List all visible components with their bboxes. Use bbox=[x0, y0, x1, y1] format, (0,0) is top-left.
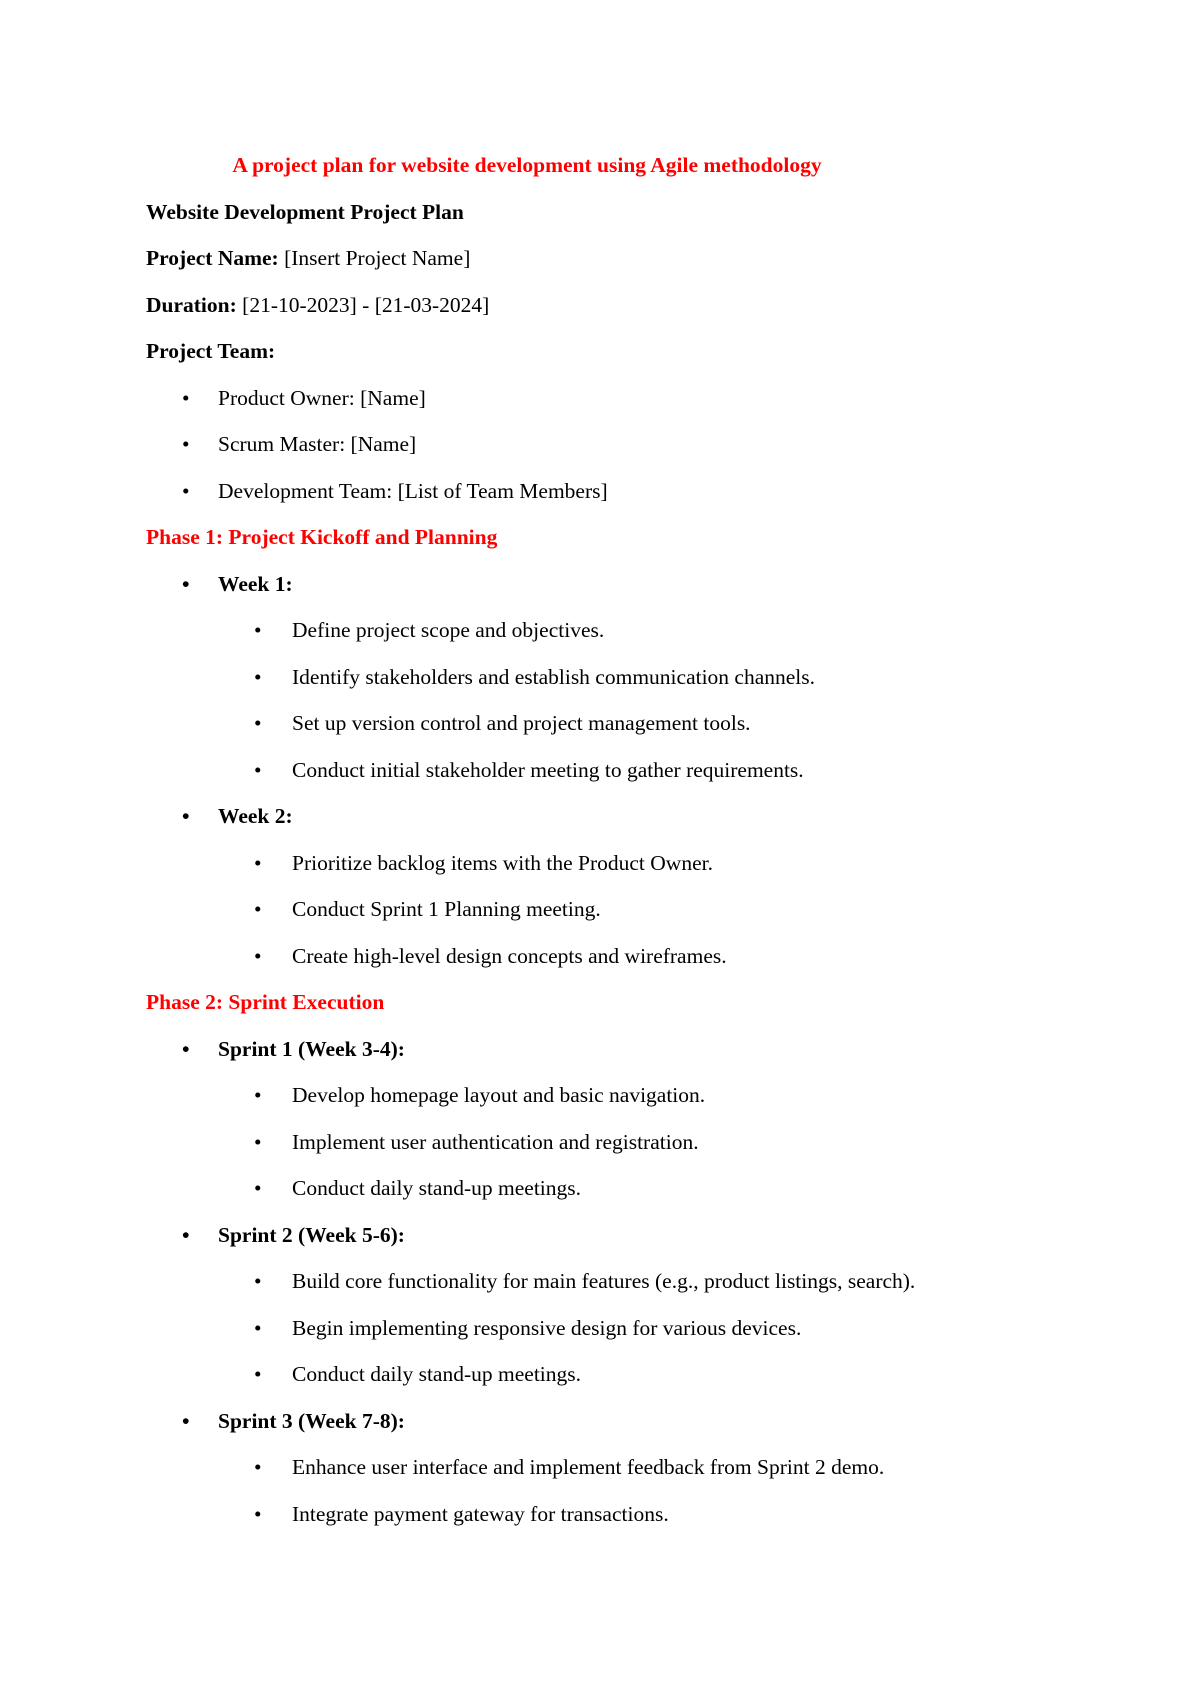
duration-line bbox=[146, 282, 1200, 329]
bullet-icon: • bbox=[182, 1408, 190, 1433]
task-text: Conduct initial stakeholder meeting to gather requirements. bbox=[292, 757, 804, 782]
phase-heading: Phase 1: Project Kickoff and Planning bbox=[146, 525, 498, 549]
bullet-icon: • bbox=[254, 1455, 262, 1479]
task-text: Conduct Sprint 1 Planning meeting. bbox=[292, 897, 601, 921]
team-member: Scrum Master: [Name] bbox=[218, 432, 417, 456]
list-item bbox=[146, 561, 1200, 608]
task-text: Enhance user interface and implement feedback from Sprint 2 demo. bbox=[292, 1455, 885, 1479]
bullet-icon: • bbox=[254, 943, 262, 968]
list-item bbox=[146, 1026, 1200, 1073]
group-label: Sprint 2 (Week 5-6): bbox=[218, 1222, 405, 1247]
list-item bbox=[146, 654, 1200, 701]
bullet-icon: • bbox=[254, 1501, 262, 1526]
group-label: Week 2: bbox=[218, 804, 293, 828]
task-text: Set up version control and project management tools. bbox=[292, 711, 751, 735]
duration-label: Duration: bbox=[146, 292, 237, 317]
project-name-line bbox=[146, 235, 1200, 282]
document-title: A project plan for website development using Agile methodology bbox=[232, 153, 822, 177]
task-text: Develop homepage layout and basic navigation. bbox=[292, 1083, 706, 1107]
team-member: Development Team: [List of Team Members] bbox=[218, 478, 608, 503]
list-item bbox=[146, 1258, 1200, 1305]
list-item bbox=[146, 1398, 1200, 1445]
group-label: Week 1: bbox=[218, 571, 293, 596]
phase-heading: Phase 2: Sprint Execution bbox=[146, 990, 385, 1014]
list-item bbox=[146, 886, 1200, 933]
list-item bbox=[146, 1305, 1200, 1352]
duration-value: [21-10-2023] - [21-03-2024] bbox=[236, 292, 490, 317]
list-item bbox=[146, 1444, 1200, 1491]
bullet-icon: • bbox=[254, 711, 262, 735]
task-text: Implement user authentication and registration. bbox=[292, 1129, 699, 1154]
list-item bbox=[146, 375, 1200, 422]
bullet-icon: • bbox=[254, 1269, 262, 1293]
list-item bbox=[146, 421, 1200, 468]
list-item bbox=[146, 1165, 1200, 1212]
list-item bbox=[146, 1351, 1200, 1398]
list-item bbox=[146, 1072, 1200, 1119]
team-member: Product Owner: [Name] bbox=[218, 385, 426, 410]
task-text: Conduct daily stand-up meetings. bbox=[292, 1362, 582, 1386]
bullet-icon: • bbox=[182, 385, 190, 410]
task-text: Define project scope and objectives. bbox=[292, 618, 605, 642]
project-name-label: Project Name: bbox=[146, 246, 279, 270]
list-item bbox=[146, 840, 1200, 887]
document-subtitle: Website Development Project Plan bbox=[146, 199, 464, 224]
group-label: Sprint 3 (Week 7-8): bbox=[218, 1408, 405, 1433]
bullet-icon: • bbox=[182, 432, 190, 456]
project-name-value: [Insert Project Name] bbox=[278, 246, 471, 270]
list-item bbox=[146, 607, 1200, 654]
bullet-icon: • bbox=[254, 664, 262, 689]
bullet-icon: • bbox=[254, 1129, 262, 1154]
bullet-icon: • bbox=[182, 804, 190, 828]
list-item bbox=[146, 793, 1200, 840]
task-text: Build core functionality for main features (e.g., product listings, search). bbox=[292, 1269, 916, 1293]
task-text: Create high-level design concepts and wireframes. bbox=[292, 943, 727, 968]
bullet-icon: • bbox=[254, 1315, 262, 1340]
task-text: Begin implementing responsive design for various devices. bbox=[292, 1315, 802, 1340]
bullet-icon: • bbox=[182, 478, 190, 503]
bullet-icon: • bbox=[254, 1083, 262, 1107]
project-team-label: Project Team: bbox=[146, 339, 276, 363]
task-text: Prioritize backlog items with the Product Owner. bbox=[292, 850, 713, 875]
list-item bbox=[146, 933, 1200, 980]
list-item bbox=[146, 1491, 1200, 1538]
task-text: Conduct daily stand-up meetings. bbox=[292, 1176, 582, 1200]
bullet-icon: • bbox=[182, 1222, 190, 1247]
bullet-icon: • bbox=[182, 571, 190, 596]
task-text: Identify stakeholders and establish communication channels. bbox=[292, 664, 816, 689]
list-item bbox=[146, 1119, 1200, 1166]
list-item bbox=[146, 468, 1200, 515]
bullet-icon: • bbox=[182, 1036, 190, 1061]
group-label: Sprint 1 (Week 3-4): bbox=[218, 1036, 405, 1061]
bullet-icon: • bbox=[254, 897, 262, 921]
list-item bbox=[146, 1212, 1200, 1259]
bullet-icon: • bbox=[254, 850, 262, 875]
task-text: Integrate payment gateway for transactions. bbox=[292, 1501, 669, 1526]
bullet-icon: • bbox=[254, 618, 262, 642]
list-item bbox=[146, 700, 1200, 747]
bullet-icon: • bbox=[254, 757, 262, 782]
bullet-icon: • bbox=[254, 1176, 262, 1200]
bullet-icon: • bbox=[254, 1362, 262, 1386]
list-item bbox=[146, 747, 1200, 794]
